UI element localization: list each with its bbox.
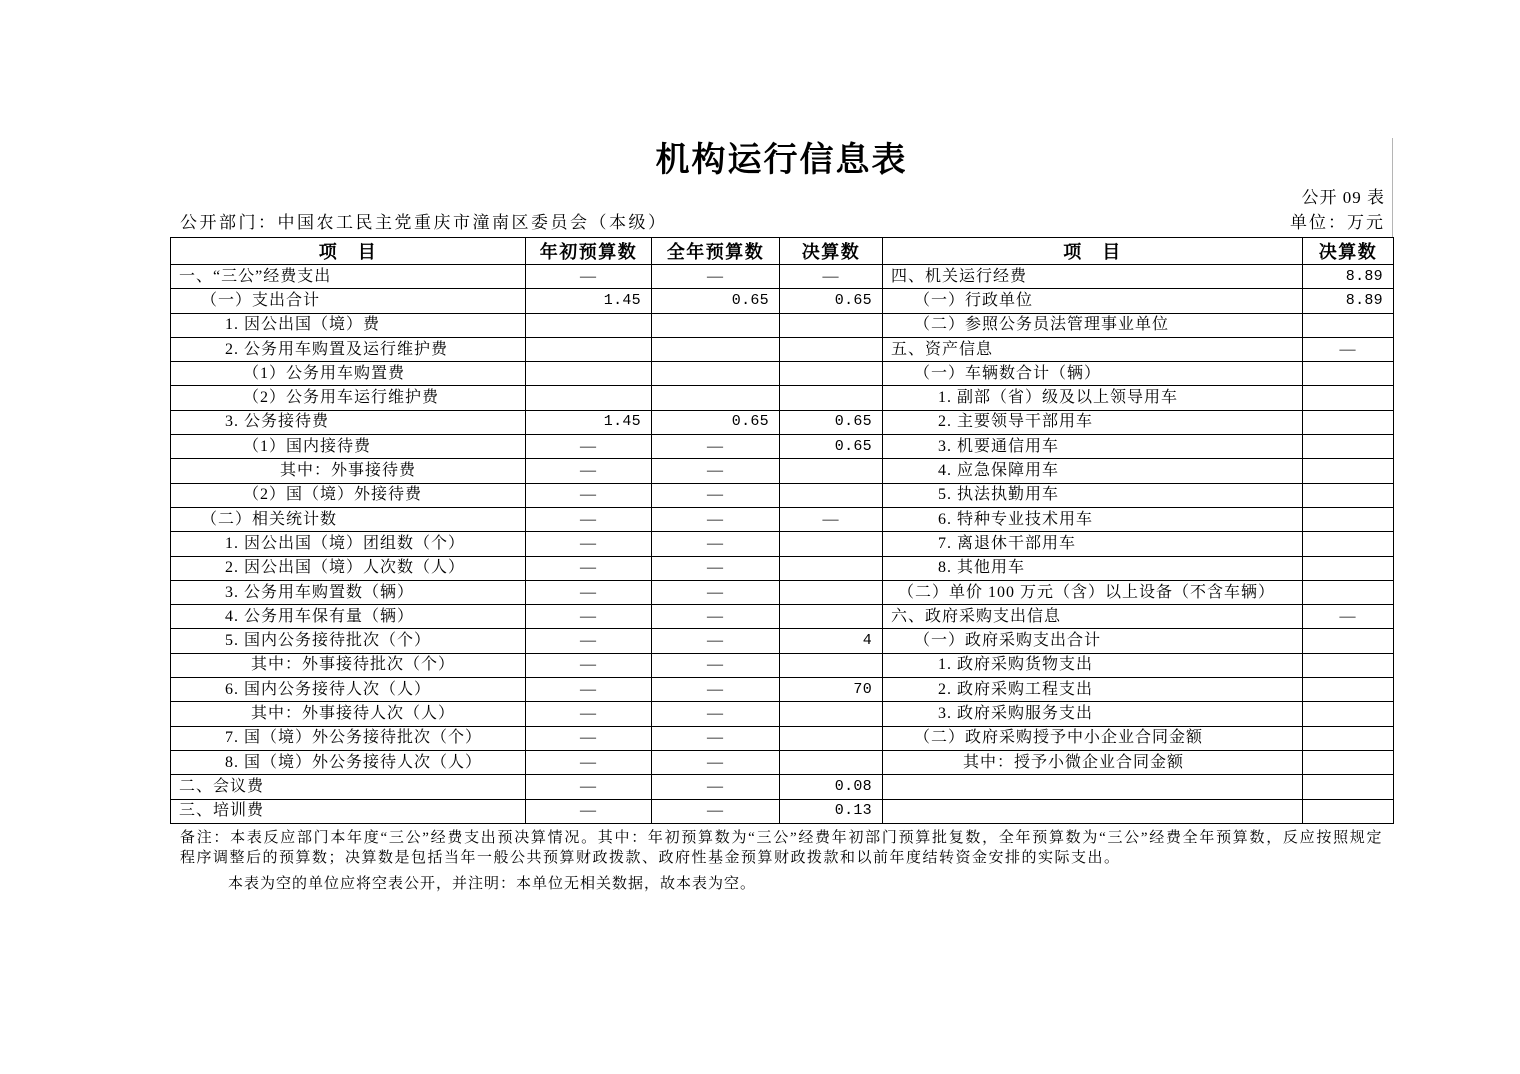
cell-right-item (883, 799, 1303, 823)
cell-full-budget: — (652, 556, 780, 580)
form-number: 公开 09 表 (1301, 188, 1385, 207)
cell-initial-budget: — (526, 702, 652, 726)
page-title: 机构运行信息表 (655, 141, 908, 179)
cell-left-item: 5. 国内公务接待批次（个） (171, 629, 526, 653)
cell-right-final (1303, 750, 1394, 774)
remark-note: 备注：本表反应部门本年度“三公”经费支出预决算情况。其中：年初预算数为“三公”经费年初部门预算批复数，全年预算数为“三公”经费全年预算数，反应按照规定程序调整后的预算数；决算数是包括当年一般公共预算财政拨款、政府性基金预算财政拨款和以前年度结转资金安排的实际支出。 (180, 830, 1383, 866)
cell-right-item: 5. 执法执勤用车 (883, 483, 1303, 507)
cell-initial-budget: 1.45 (526, 410, 652, 434)
table-row (171, 580, 1394, 604)
cell-right-final (1303, 459, 1394, 483)
table-row (171, 750, 1394, 774)
cell-final (780, 459, 883, 483)
table-row (171, 507, 1394, 531)
cell-right-item (883, 775, 1303, 799)
table-row (171, 629, 1394, 653)
cell-left-item: （1）国内接待费 (171, 435, 526, 459)
cell-left-item: （2）国（境）外接待费 (171, 483, 526, 507)
cell-right-item: 六、政府采购支出信息 (883, 605, 1303, 629)
cell-full-budget: 0.65 (652, 289, 780, 313)
cell-full-budget (652, 337, 780, 361)
cell-initial-budget (526, 386, 652, 410)
cell-right-item: 1. 副部（省）级及以上领导用车 (883, 386, 1303, 410)
cell-right-item: 8. 其他用车 (883, 556, 1303, 580)
cell-full-budget: — (652, 678, 780, 702)
header-full-budget: 全年预算数 (652, 238, 780, 265)
cell-initial-budget: — (526, 775, 652, 799)
cell-right-final (1303, 507, 1394, 531)
table-row (171, 775, 1394, 799)
cell-right-final: 8.89 (1303, 289, 1394, 313)
cell-left-item: 三、培训费 (171, 799, 526, 823)
table-row (171, 410, 1394, 434)
cell-right-final (1303, 483, 1394, 507)
cell-right-final (1303, 775, 1394, 799)
cell-right-final: — (1303, 605, 1394, 629)
cell-final (780, 605, 883, 629)
cell-full-budget: — (652, 265, 780, 289)
cell-right-final (1303, 362, 1394, 386)
cell-full-budget: — (652, 799, 780, 823)
cell-final (780, 532, 883, 556)
cell-right-final (1303, 386, 1394, 410)
cell-right-final (1303, 702, 1394, 726)
cell-full-budget: — (652, 629, 780, 653)
cell-full-budget: — (652, 726, 780, 750)
cell-final: — (780, 265, 883, 289)
cell-initial-budget: — (526, 265, 652, 289)
cell-left-item: 3. 公务用车购置数（辆） (171, 580, 526, 604)
cell-right-item: 2. 主要领导干部用车 (883, 410, 1303, 434)
table-row (171, 459, 1394, 483)
cell-initial-budget: — (526, 507, 652, 531)
cell-right-item: 1. 政府采购货物支出 (883, 653, 1303, 677)
cell-initial-budget: — (526, 605, 652, 629)
cell-final (780, 313, 883, 337)
info-table (170, 237, 1394, 824)
cell-left-item: 其中：外事接待批次（个） (171, 653, 526, 677)
table-row (171, 337, 1394, 361)
unit-label: 单位：万元 (1290, 213, 1385, 232)
cell-final (780, 386, 883, 410)
table-row (171, 289, 1394, 313)
cell-full-budget: — (652, 483, 780, 507)
table-row (171, 799, 1394, 823)
table-row (171, 313, 1394, 337)
header-final: 决算数 (780, 238, 883, 265)
cell-left-item: 4. 公务用车保有量（辆） (171, 605, 526, 629)
cell-final (780, 556, 883, 580)
cell-right-item: 四、机关运行经费 (883, 265, 1303, 289)
cell-right-final (1303, 799, 1394, 823)
cell-final: 70 (780, 678, 883, 702)
cell-full-budget: — (652, 459, 780, 483)
cell-initial-budget: 1.45 (526, 289, 652, 313)
cell-initial-budget: — (526, 580, 652, 604)
cell-full-budget: — (652, 653, 780, 677)
cell-final (780, 483, 883, 507)
cell-right-final (1303, 629, 1394, 653)
table-row (171, 532, 1394, 556)
cell-full-budget: — (652, 507, 780, 531)
table-row (171, 435, 1394, 459)
cell-initial-budget: — (526, 653, 652, 677)
cell-initial-budget: — (526, 459, 652, 483)
table-row (171, 386, 1394, 410)
cell-full-budget: — (652, 605, 780, 629)
table-row (171, 726, 1394, 750)
cell-left-item: 二、会议费 (171, 775, 526, 799)
cell-final (780, 653, 883, 677)
cell-left-item: 其中：外事接待费 (171, 459, 526, 483)
cell-right-item: （一）行政单位 (883, 289, 1303, 313)
cell-full-budget: — (652, 435, 780, 459)
cell-left-item: 6. 国内公务接待人次（人） (171, 678, 526, 702)
cell-full-budget (652, 362, 780, 386)
header-initial-budget: 年初预算数 (526, 238, 652, 265)
cell-full-budget: — (652, 532, 780, 556)
department-label: 公开部门：中国农工民主党重庆市潼南区委员会（本级） (180, 213, 668, 232)
cell-full-budget: — (652, 750, 780, 774)
cell-right-item: 3. 机要通信用车 (883, 435, 1303, 459)
cell-right-item: （二）政府采购授予中小企业合同金额 (883, 726, 1303, 750)
cell-left-item: 1. 因公出国（境）团组数（个） (171, 532, 526, 556)
table-row (171, 362, 1394, 386)
cell-left-item: （1）公务用车购置费 (171, 362, 526, 386)
cell-right-final: — (1303, 337, 1394, 361)
cell-left-item: 1. 因公出国（境）费 (171, 313, 526, 337)
cell-right-final: 8.89 (1303, 265, 1394, 289)
cell-final: 0.13 (780, 799, 883, 823)
cell-final: — (780, 507, 883, 531)
cell-right-item: 6. 特种专业技术用车 (883, 507, 1303, 531)
cell-initial-budget: — (526, 435, 652, 459)
table-row (171, 483, 1394, 507)
cell-initial-budget: — (526, 532, 652, 556)
cell-right-final (1303, 726, 1394, 750)
cell-left-item: 7. 国（境）外公务接待批次（个） (171, 726, 526, 750)
page-edge-line (1392, 138, 1393, 238)
cell-right-item: 其中：授予小微企业合同金额 (883, 750, 1303, 774)
cell-right-item: （二）单价 100 万元（含）以上设备（不含车辆） (883, 580, 1303, 604)
cell-final: 0.08 (780, 775, 883, 799)
cell-right-final (1303, 410, 1394, 434)
empty-table-note: 本表为空的单位应将空表公开，并注明：本单位无相关数据，故本表为空。 (228, 876, 757, 892)
table-header-row (171, 238, 1394, 265)
cell-initial-budget (526, 337, 652, 361)
cell-left-item: 2. 因公出国（境）人次数（人） (171, 556, 526, 580)
table-row (171, 605, 1394, 629)
cell-initial-budget: — (526, 750, 652, 774)
cell-full-budget: — (652, 775, 780, 799)
table-row (171, 702, 1394, 726)
table-row (171, 556, 1394, 580)
cell-full-budget: 0.65 (652, 410, 780, 434)
cell-initial-budget: — (526, 799, 652, 823)
cell-final: 0.65 (780, 289, 883, 313)
cell-right-item: 3. 政府采购服务支出 (883, 702, 1303, 726)
cell-right-item: 2. 政府采购工程支出 (883, 678, 1303, 702)
cell-full-budget: — (652, 702, 780, 726)
cell-final (780, 726, 883, 750)
cell-final: 0.65 (780, 410, 883, 434)
cell-final (780, 362, 883, 386)
cell-full-budget (652, 313, 780, 337)
cell-right-final (1303, 678, 1394, 702)
cell-right-final (1303, 580, 1394, 604)
cell-initial-budget: — (526, 483, 652, 507)
cell-final (780, 702, 883, 726)
cell-final (780, 580, 883, 604)
cell-initial-budget: — (526, 556, 652, 580)
cell-left-item: 其中：外事接待人次（人） (171, 702, 526, 726)
cell-right-final (1303, 435, 1394, 459)
cell-right-item: 五、资产信息 (883, 337, 1303, 361)
header-left-item: 项 目 (171, 238, 526, 265)
cell-left-item: （二）相关统计数 (171, 507, 526, 531)
cell-right-final (1303, 653, 1394, 677)
cell-left-item: 3. 公务接待费 (171, 410, 526, 434)
cell-left-item: （2）公务用车运行维护费 (171, 386, 526, 410)
cell-left-item: （一）支出合计 (171, 289, 526, 313)
cell-left-item: 8. 国（境）外公务接待人次（人） (171, 750, 526, 774)
cell-right-item: （二）参照公务员法管理事业单位 (883, 313, 1303, 337)
cell-final (780, 337, 883, 361)
cell-initial-budget: — (526, 678, 652, 702)
cell-full-budget (652, 386, 780, 410)
cell-right-item: （一）政府采购支出合计 (883, 629, 1303, 653)
cell-right-final (1303, 556, 1394, 580)
table-row (171, 265, 1394, 289)
header-right-item: 项 目 (883, 238, 1303, 265)
cell-final: 4 (780, 629, 883, 653)
cell-full-budget: — (652, 580, 780, 604)
cell-initial-budget: — (526, 629, 652, 653)
cell-initial-budget (526, 362, 652, 386)
cell-left-item: 一、“三公”经费支出 (171, 265, 526, 289)
table-row (171, 653, 1394, 677)
cell-right-final (1303, 313, 1394, 337)
cell-final (780, 750, 883, 774)
cell-initial-budget (526, 313, 652, 337)
table-row (171, 678, 1394, 702)
cell-initial-budget: — (526, 726, 652, 750)
cell-right-item: 7. 离退休干部用车 (883, 532, 1303, 556)
cell-left-item: 2. 公务用车购置及运行维护费 (171, 337, 526, 361)
cell-right-item: （一）车辆数合计（辆） (883, 362, 1303, 386)
cell-right-item: 4. 应急保障用车 (883, 459, 1303, 483)
cell-right-final (1303, 532, 1394, 556)
header-right-final: 决算数 (1303, 238, 1394, 265)
cell-final: 0.65 (780, 435, 883, 459)
